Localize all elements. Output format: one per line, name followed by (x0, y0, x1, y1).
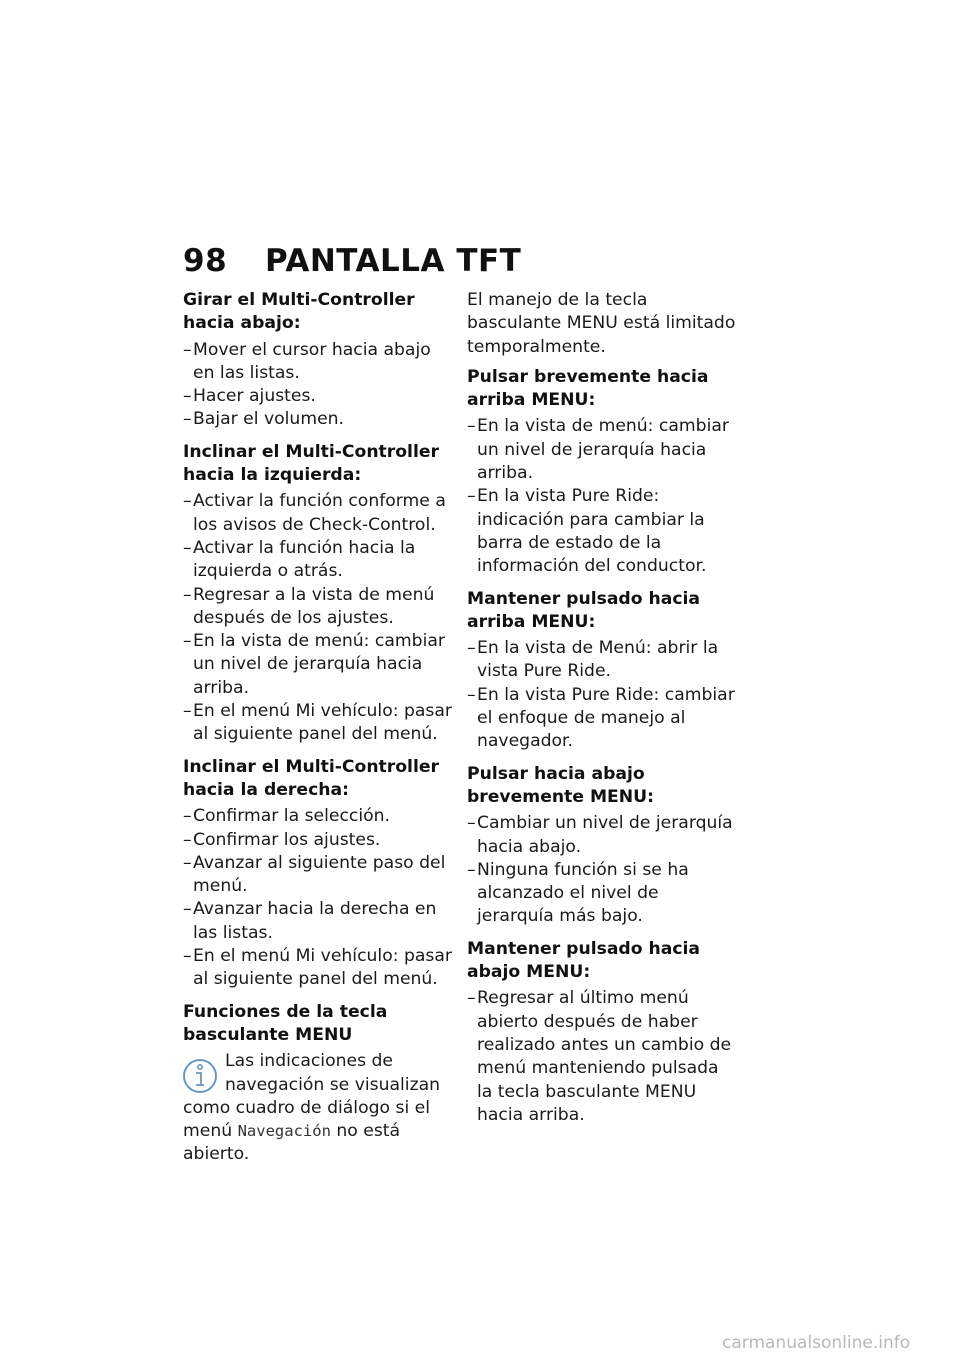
list-item: –Avanzar hacia la derecha en las listas. (183, 899, 437, 943)
right-column (467, 289, 737, 1136)
list-item: –Mover el cursor hacia abajo en las listas. (183, 339, 431, 383)
note-text: Las indicaciones de navegación se visualizan como cuadro de diálogo si el menú (183, 1051, 441, 1142)
list-item: –Regresar a la vista de menú después de los ajustes. (183, 584, 435, 628)
section-heading: Mantener pulsado hacia abajo MENU: (467, 938, 701, 983)
section (467, 366, 737, 579)
list-item: –En el menú Mi vehículo: pasar al siguiente panel del menú. (183, 946, 452, 990)
page-number: 98 (183, 243, 228, 279)
section-heading: Inclinar el Multi-Controller hacia la izquierda: (183, 441, 439, 486)
list-item: –Cambiar un nivel de jerarquía hacia abajo. (467, 813, 733, 857)
list-item: –Activar la función conforme a los avisos de Check-Control. (183, 491, 446, 535)
section (183, 756, 453, 992)
page-header (183, 243, 521, 279)
list-item: –Bajar el volumen. (183, 409, 345, 430)
section-heading: Inclinar el Multi-Controller hacia la derecha: (183, 756, 439, 800)
section (467, 588, 737, 754)
intro-paragraph: El manejo de la tecla basculante MENU está limitado temporalmente. (467, 290, 736, 357)
section-heading: Funciones de la tecla basculante MENU (183, 1001, 388, 1045)
list-item: –Regresar al último menú abierto después de haber realizado antes un cambio de menú manteniendo pulsada la tecla basculante MENU hacia arriba. (467, 988, 732, 1125)
page-title: PANTALLA TFT (265, 243, 522, 279)
left-column (183, 289, 453, 1167)
info-icon (181, 1056, 219, 1096)
bullet-list (467, 415, 737, 578)
bullet-list (183, 805, 453, 991)
section (183, 289, 453, 432)
list-item: –En la vista Pure Ride: indicación para cambiar la barra de estado de la información del conductor. (467, 486, 707, 577)
list-item: –En el menú Mi vehículo: pasar al siguiente panel del menú. (183, 701, 452, 745)
bullet-list (183, 490, 453, 746)
section-heading: Pulsar brevemente hacia arriba MENU: (467, 366, 709, 411)
list-item: –Ninguna función si se ha alcanzado el nivel de jerarquía más bajo. (467, 859, 689, 927)
list-item: –Avanzar al siguiente paso del menú. (183, 852, 446, 897)
list-item: –Hacer ajustes. (183, 386, 316, 407)
section (467, 938, 737, 1127)
note-text-end: no está abierto. (183, 1121, 401, 1165)
list-item: –Activar la función hacia la izquierda o atrás. (183, 537, 416, 582)
list-item: –En la vista de menú: cambiar un nivel de jerarquía hacia arriba. (183, 631, 445, 698)
section (467, 763, 737, 929)
section-heading: Mantener pulsado hacia arriba MENU: (467, 588, 701, 632)
bullet-list (467, 987, 737, 1127)
list-item: –En la vista de Menú: abrir la vista Pure Ride. (467, 638, 719, 682)
list-item: –Confirmar la selección. (183, 806, 391, 827)
note-menu-name: Navegación (237, 1122, 331, 1141)
section-heading: Pulsar hacia abajo brevemente MENU: (467, 763, 655, 807)
bullet-list (467, 637, 737, 753)
list-item: –En la vista de menú: cambiar un nivel de jerarquía hacia arriba. (467, 416, 729, 484)
section-heading: Girar el Multi-Controller hacia abajo: (183, 290, 415, 334)
list-item: –En la vista Pure Ride: cambiar el enfoque de manejo al navegador. (467, 684, 735, 752)
bullet-list (467, 812, 737, 928)
section (183, 441, 453, 747)
bullet-list (183, 339, 453, 432)
info-note (183, 1050, 453, 1166)
list-item: –Confirmar los ajustes. (183, 829, 381, 850)
watermark: carmanualsonline.info (722, 1333, 911, 1353)
